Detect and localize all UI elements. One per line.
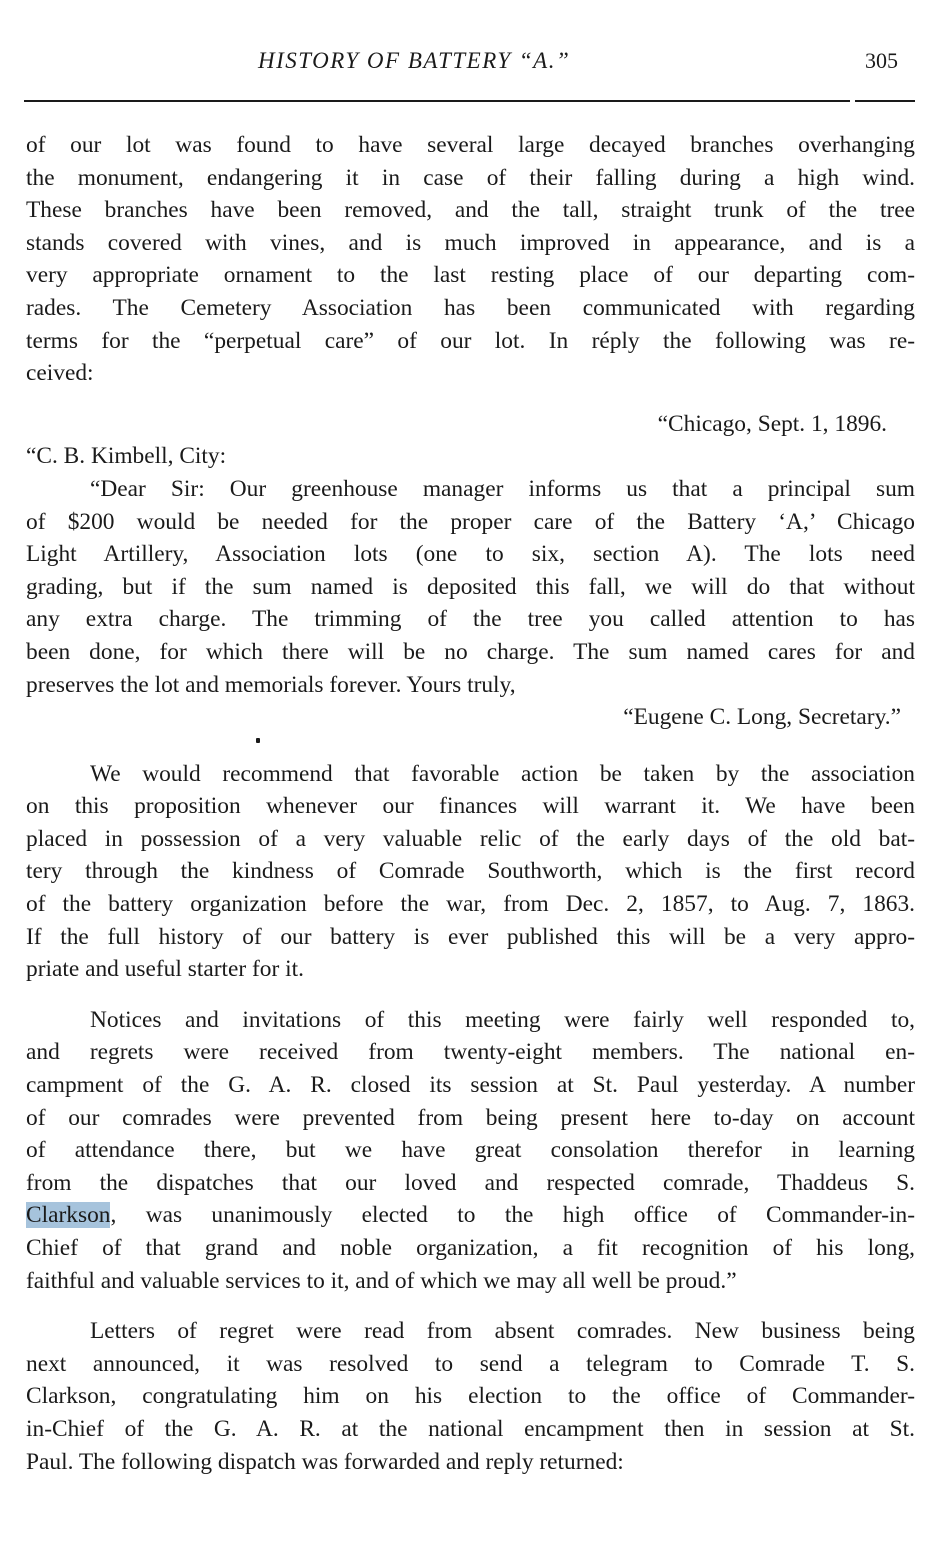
text-line: tery through the kindness of Comrade Southworth, which is the first record — [26, 858, 915, 885]
spacer — [26, 1297, 915, 1315]
text-line: in-Chief of the G. A. R. at the national encampment then in session at St. — [26, 1415, 915, 1442]
quoted-letter — [26, 408, 915, 734]
page-header — [0, 44, 942, 84]
text-line: faithful and valuable services to it, and of which we may all well be proud.” — [26, 1267, 737, 1294]
paragraph-3 — [26, 1004, 915, 1297]
text-line: campment of the G. A. R. closed its session at St. Paul yesterday. A number — [26, 1072, 915, 1099]
text-line: Letters of regret were read from absent comrades. New business being — [90, 1318, 915, 1345]
text-line: next announced, it was resolved to send a telegram to Comrade T. S. — [26, 1350, 915, 1377]
running-title: HISTORY OF BATTERY “A.” — [258, 48, 571, 73]
paragraph-2 — [26, 758, 915, 986]
text-line: of $200 would be needed for the proper care of the Battery ‘A,’ Chicago — [26, 508, 915, 535]
text-line: of our lot was found to have several large decayed branches overhanging — [26, 132, 915, 158]
text-line: Light Artillery, Association lots (one to six, section A). The lots need — [26, 541, 915, 568]
text-line: placed in possession of a very valuable relic of the early days of the old bat- — [26, 825, 915, 852]
header-rule — [24, 100, 850, 102]
text-line-with-selection — [26, 1199, 915, 1232]
text-line: ceived: — [26, 360, 94, 387]
text-line: rades. The Cemetery Association has been communicated with regarding — [26, 294, 915, 321]
text-line: preserves the lot and memorials forever. Yours truly, — [26, 671, 516, 698]
text-line: from the dispatches that our loved and respected comrade, Thaddeus S. — [26, 1169, 915, 1196]
text-line: any extra charge. The trimming of the tree you called attention to has — [26, 606, 915, 633]
text-line: These branches have been removed, and the tall, straight trunk of the tree — [26, 197, 915, 224]
text-line: of attendance there, but we have great consolation therefor in learning — [26, 1137, 915, 1164]
spacer — [26, 390, 915, 408]
text-line: very appropriate ornament to the last resting place of our departing com- — [26, 262, 915, 289]
letter-signature: “Eugene C. Long, Secretary.” — [623, 704, 901, 731]
stray-mark — [26, 734, 915, 758]
text-line: “Dear Sir: Our greenhouse manager informs us that a principal sum — [90, 475, 915, 502]
text-line: on this proposition whenever our finances will warrant it. We have been — [26, 793, 915, 820]
paragraph-1 — [26, 129, 915, 390]
page-number: 305 — [865, 48, 898, 73]
text-line: If the full history of our battery is ever published this will be a very appro- — [26, 923, 915, 950]
text-line: We would recommend that favorable action be taken by the association — [90, 760, 915, 787]
selected-text[interactable]: Clarkson — [26, 1202, 111, 1229]
text-line: of our comrades were prevented from being present here to-day on account — [26, 1104, 915, 1131]
header-rule-short — [855, 100, 915, 102]
text-line: priate and useful starter for it. — [26, 956, 304, 983]
text-line: stands covered with vines, and is much improved in appearance, and is a — [26, 229, 915, 256]
text-line: of the battery organization before the war, from Dec. 2, 1857, to Aug. 7, 1863. — [26, 891, 915, 918]
text-line: Clarkson, congratulating him on his election to the office of Commander- — [26, 1383, 915, 1410]
text-line: Paul. The following dispatch was forwarded and reply returned: — [26, 1448, 624, 1475]
page-body — [26, 129, 915, 1478]
paragraph-4 — [26, 1315, 915, 1478]
text-line: the monument, endangering it in case of their falling during a high wind. — [26, 164, 915, 191]
text-line: terms for the “perpetual care” of our lot. In réply the following was re- — [26, 327, 915, 354]
text-line: and regrets were received from twenty-eight members. The national en- — [26, 1039, 915, 1066]
text-line: Notices and invitations of this meeting were fairly well responded to, — [90, 1006, 915, 1033]
dot-mark — [256, 738, 260, 743]
letter-dateline: “Chicago, Sept. 1, 1896. — [657, 410, 887, 437]
text-line: been done, for which there will be no charge. The sum named cares for and — [26, 638, 915, 665]
letter-addressee: “C. B. Kimbell, City: — [26, 443, 227, 470]
text-line-rest: , was unanimously elected to the high office of Commander-in- — [110, 1202, 915, 1229]
text-line: grading, but if the sum named is deposited this fall, we will do that without — [26, 573, 915, 600]
spacer — [26, 986, 915, 1004]
text-line: Chief of that grand and noble organization, a fit recognition of his long, — [26, 1235, 915, 1261]
